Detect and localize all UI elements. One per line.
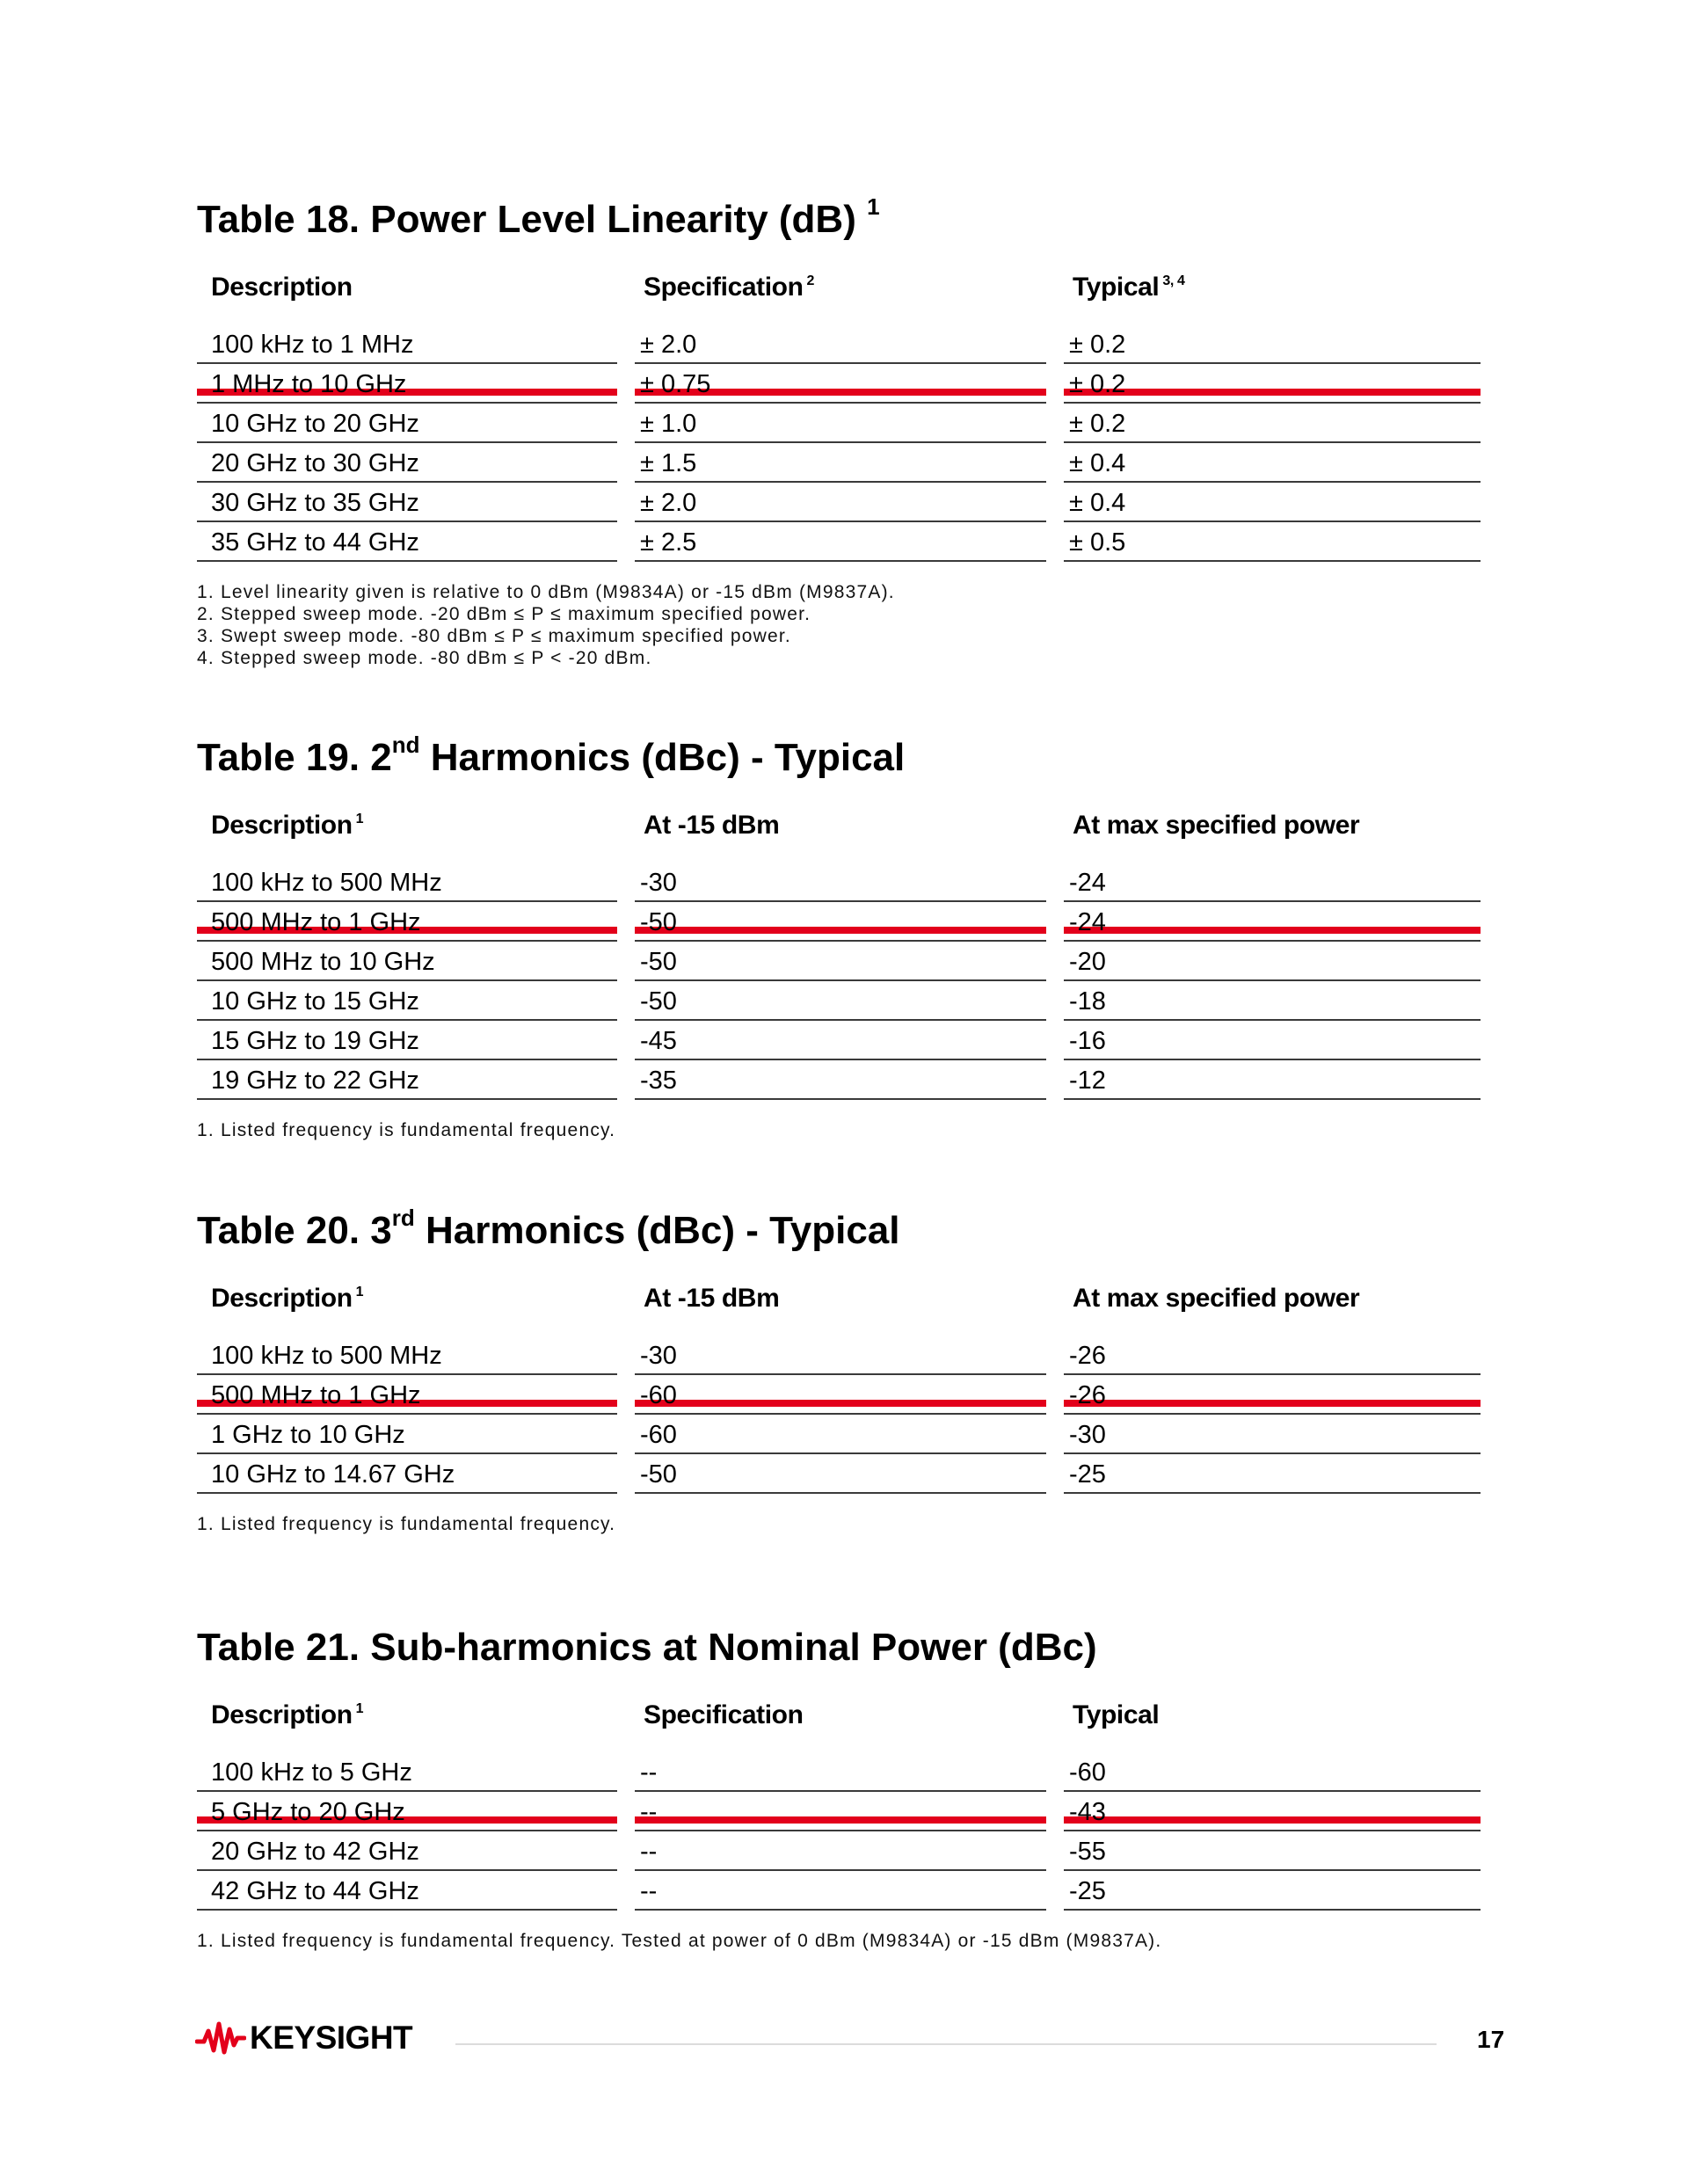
table-row bbox=[197, 1753, 1481, 1793]
table-title bbox=[197, 732, 906, 779]
table-title-text: Table 18. Power Level Linearity (dB) bbox=[197, 198, 856, 241]
table-cell: -25 bbox=[1064, 1455, 1481, 1494]
table-cell: 20 GHz to 30 GHz bbox=[197, 444, 617, 483]
column-header-description: Description $^1$ bbox=[211, 811, 364, 840]
table-cell: -30 bbox=[635, 1336, 1046, 1375]
table-row bbox=[197, 365, 1481, 404]
table-cell: 100 kHz to 5 GHz bbox=[197, 1753, 617, 1792]
table-cell: -25 bbox=[1064, 1872, 1481, 1911]
table-cell: 19 GHz to 22 GHz bbox=[197, 1061, 617, 1100]
table-cell: ± 1.5 bbox=[635, 444, 1046, 483]
table-cell: 42 GHz to 44 GHz bbox=[197, 1872, 617, 1911]
table-row bbox=[197, 444, 1481, 484]
table-20-section bbox=[197, 1205, 1481, 1554]
table-cell: 10 GHz to 14.67 GHz bbox=[197, 1455, 617, 1494]
table-cell: -- bbox=[635, 1793, 1046, 1831]
table-cell: -- bbox=[635, 1832, 1046, 1871]
table-cell: -50 bbox=[635, 943, 1046, 981]
table-cell: -26 bbox=[1064, 1376, 1481, 1415]
table-cell: -55 bbox=[1064, 1832, 1481, 1871]
table-cell: -- bbox=[635, 1872, 1046, 1911]
table-title bbox=[197, 1628, 1097, 1667]
column-header-at-minus-15-dbm: At -15 dBm bbox=[644, 1284, 780, 1313]
table-cell: -12 bbox=[1064, 1061, 1481, 1100]
footnote: 1. Listed frequency is fundamental frequency. bbox=[197, 1120, 616, 1140]
footnote: 3. Swept sweep mode. -80 dBm ≤ P ≤ maximum specified power. bbox=[197, 626, 791, 646]
table-cell: -60 bbox=[635, 1416, 1046, 1454]
table-cell: -35 bbox=[635, 1061, 1046, 1100]
table-cell: 15 GHz to 19 GHz bbox=[197, 1022, 617, 1060]
table-row bbox=[197, 982, 1481, 1022]
table-cell: -45 bbox=[635, 1022, 1046, 1060]
table-cell: ± 1.0 bbox=[635, 404, 1046, 443]
table-cell: ± 0.2 bbox=[1064, 365, 1481, 404]
table-cell: -50 bbox=[635, 982, 1046, 1021]
column-header-description: Description $^1$ bbox=[211, 1284, 364, 1313]
footer-divider bbox=[455, 2043, 1437, 2045]
column-header-typical: Typical bbox=[1073, 1700, 1160, 1729]
column-header-at-max-power: At max specified power bbox=[1073, 1284, 1360, 1313]
table-header bbox=[197, 271, 1481, 315]
table-cell: ± 0.5 bbox=[1064, 523, 1481, 562]
table-cell: -24 bbox=[1064, 903, 1481, 942]
column-header-at-minus-15-dbm: At -15 dBm bbox=[644, 811, 780, 840]
table-cell: 10 GHz to 20 GHz bbox=[197, 404, 617, 443]
table-row bbox=[197, 404, 1481, 444]
table-cell: ± 0.2 bbox=[1064, 325, 1481, 364]
table-row bbox=[197, 1872, 1481, 1911]
table-cell: -60 bbox=[1064, 1753, 1481, 1792]
table-title-text: Table 19. 2 bbox=[197, 736, 392, 779]
page-number: 17 bbox=[1477, 2026, 1505, 2053]
table-title bbox=[197, 1205, 900, 1252]
table-cell: 500 MHz to 10 GHz bbox=[197, 943, 617, 981]
table-cell: 100 kHz to 1 MHz bbox=[197, 325, 617, 364]
column-header-description: Description bbox=[211, 273, 353, 302]
table-cell: -30 bbox=[1064, 1416, 1481, 1454]
table-cell: 10 GHz to 15 GHz bbox=[197, 982, 617, 1021]
column-header-specification: Specification $^2$ bbox=[644, 273, 815, 302]
table-row bbox=[197, 1793, 1481, 1832]
table-cell: 1 GHz to 10 GHz bbox=[197, 1416, 617, 1454]
footnotes bbox=[197, 1930, 1161, 1952]
footnotes bbox=[197, 1513, 615, 1535]
table-title-footnote: 1 bbox=[867, 193, 880, 220]
table-19-section bbox=[197, 732, 1481, 1152]
keysight-wave-icon bbox=[195, 2019, 246, 2057]
table-row bbox=[197, 325, 1481, 365]
table-row bbox=[197, 863, 1481, 903]
brand-name: KEYSIGHT bbox=[250, 2020, 413, 2056]
table-header bbox=[197, 1282, 1481, 1326]
table-18-section bbox=[197, 193, 1481, 675]
table-cell: -50 bbox=[635, 1455, 1046, 1494]
footnote: 4. Stepped sweep mode. -80 dBm ≤ P < -20 dBm. bbox=[197, 648, 652, 668]
table-row bbox=[197, 1022, 1481, 1061]
table-title-superscript: nd bbox=[391, 732, 420, 758]
table-header bbox=[197, 1699, 1481, 1743]
table-title-text: Table 21. Sub-harmonics at Nominal Power (dBc) bbox=[197, 1626, 1097, 1669]
table-cell: ± 2.0 bbox=[635, 325, 1046, 364]
table-cell: -43 bbox=[1064, 1793, 1481, 1831]
column-header-description: Description $^1$ bbox=[211, 1700, 364, 1729]
table-row bbox=[197, 903, 1481, 943]
footnote: 1. Listed frequency is fundamental frequency. Tested at power of 0 dBm (M9834A) or -15 dBm (M9837A). bbox=[197, 1931, 1162, 1951]
table-cell: ± 0.4 bbox=[1064, 484, 1481, 522]
table-cell: -16 bbox=[1064, 1022, 1481, 1060]
table-cell: 100 kHz to 500 MHz bbox=[197, 863, 617, 902]
column-header-at-max-power: At max specified power bbox=[1073, 811, 1360, 840]
table-cell: -26 bbox=[1064, 1336, 1481, 1375]
table-21-section bbox=[197, 1628, 1481, 1971]
table-row bbox=[197, 943, 1481, 982]
table-cell: -20 bbox=[1064, 943, 1481, 981]
table-title-text-suffix: Harmonics (dBc) - Typical bbox=[414, 1209, 900, 1252]
table-cell: ± 2.5 bbox=[635, 523, 1046, 562]
footnote: 1. Level linearity given is relative to 0 dBm (M9834A) or -15 dBm (M9837A). bbox=[197, 582, 895, 602]
table-cell: -24 bbox=[1064, 863, 1481, 902]
table-row bbox=[197, 1061, 1481, 1101]
table-title-text-suffix: Harmonics (dBc) - Typical bbox=[419, 736, 906, 779]
table-cell: -60 bbox=[635, 1376, 1046, 1415]
table-title bbox=[197, 193, 880, 241]
table-row bbox=[197, 1832, 1481, 1872]
table-cell: 20 GHz to 42 GHz bbox=[197, 1832, 617, 1871]
table-cell: -30 bbox=[635, 863, 1046, 902]
table-row bbox=[197, 1376, 1481, 1416]
column-header-specification: Specification bbox=[644, 1700, 804, 1729]
table-cell: -18 bbox=[1064, 982, 1481, 1021]
footnotes bbox=[197, 581, 895, 669]
table-cell: -- bbox=[635, 1753, 1046, 1792]
column-header-typical: Typical $^{3, 4}$ bbox=[1073, 273, 1185, 302]
table-row bbox=[197, 1455, 1481, 1495]
table-title-superscript: rd bbox=[391, 1205, 415, 1231]
table-cell: 30 GHz to 35 GHz bbox=[197, 484, 617, 522]
table-cell: -50 bbox=[635, 903, 1046, 942]
table-cell: 500 MHz to 1 GHz bbox=[197, 903, 617, 942]
table-cell: 35 GHz to 44 GHz bbox=[197, 523, 617, 562]
footnotes bbox=[197, 1119, 615, 1141]
table-cell: 5 GHz to 20 GHz bbox=[197, 1793, 617, 1831]
table-row bbox=[197, 523, 1481, 563]
table-header bbox=[197, 809, 1481, 853]
footnote: 2. Stepped sweep mode. -20 dBm ≤ P ≤ maximum specified power. bbox=[197, 604, 811, 624]
table-row bbox=[197, 484, 1481, 523]
table-cell: ± 0.2 bbox=[1064, 404, 1481, 443]
table-cell: 100 kHz to 500 MHz bbox=[197, 1336, 617, 1375]
table-cell: 1 MHz to 10 GHz bbox=[197, 365, 617, 404]
table-cell: ± 0.75 bbox=[635, 365, 1046, 404]
table-row bbox=[197, 1416, 1481, 1455]
footnote: 1. Listed frequency is fundamental frequency. bbox=[197, 1514, 616, 1534]
table-cell: ± 2.0 bbox=[635, 484, 1046, 522]
table-cell: 500 MHz to 1 GHz bbox=[197, 1376, 617, 1415]
table-row bbox=[197, 1336, 1481, 1376]
table-cell: ± 0.4 bbox=[1064, 444, 1481, 483]
table-title-text: Table 20. 3 bbox=[197, 1209, 392, 1252]
